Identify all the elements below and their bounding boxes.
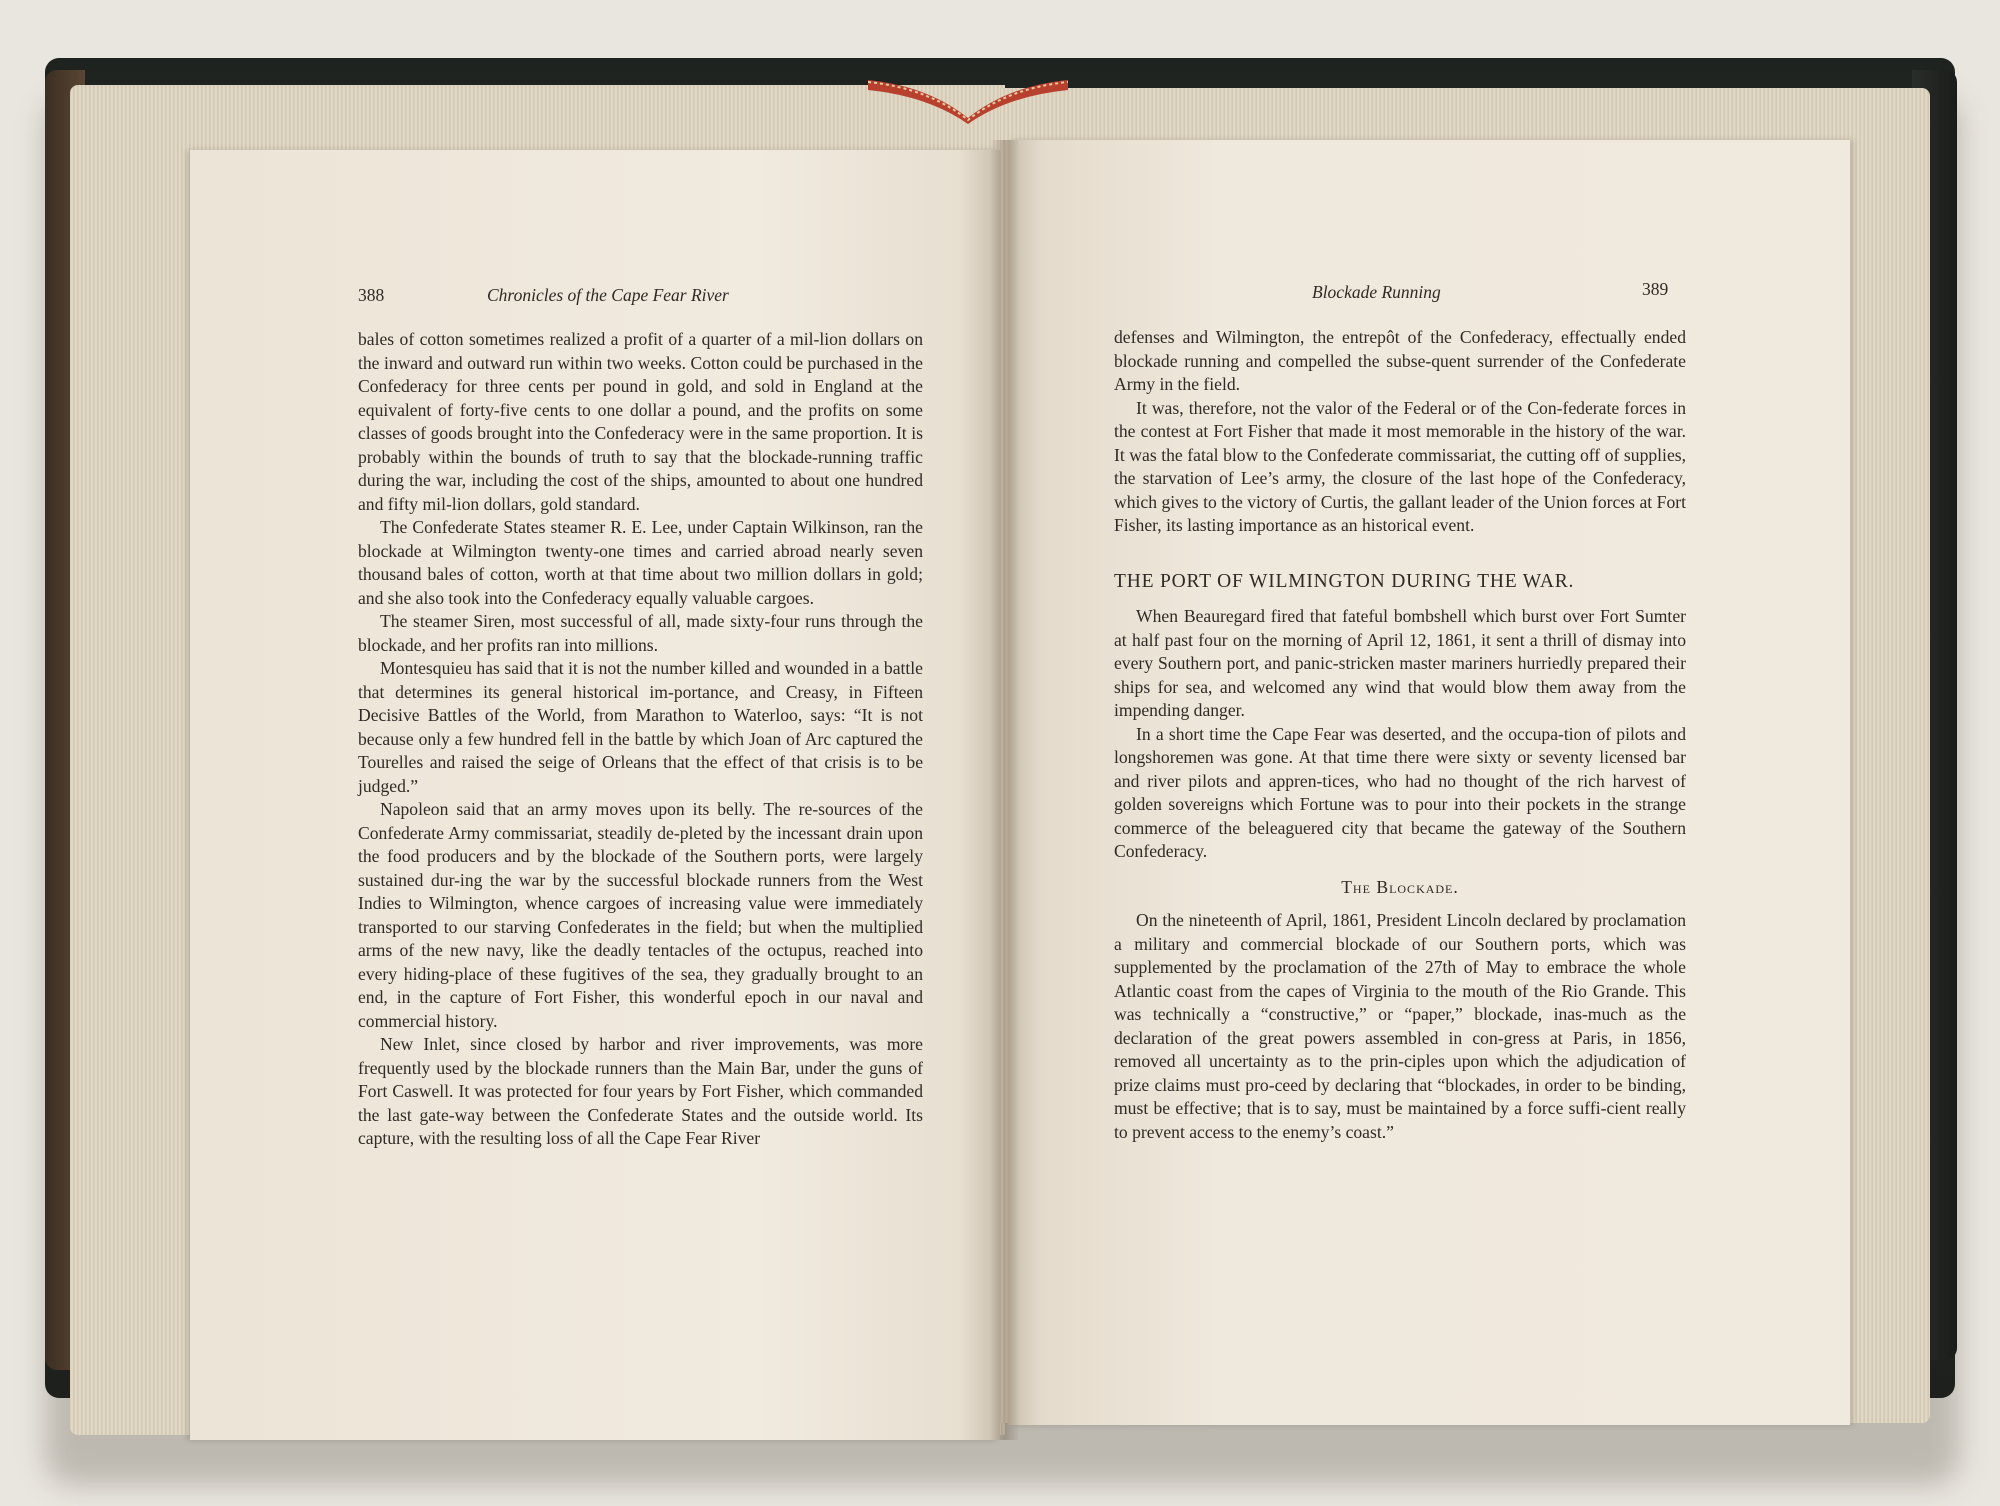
left-paragraph: New Inlet, since closed by harbor and river improvements, was more frequently used by the blockade runners than the Main Bar, under the guns of Fort Caswell. It was protected for four years by Fort Fisher, which commanded the last gate-way between the Confederate States and the outside world. Its capture, with the resulting loss of all the Cape Fear River: [358, 1034, 923, 1148]
left-paragraph: bales of cotton sometimes realized a profit of a quarter of a mil-lion dollars on the inward and outward run within two weeks. Cotton could be purchased in the Confederacy for three cents per pound in gold, and sold in England at the equivalent of forty-five cents to one dollar a pound, and the profits on some classes of goods brought into the Confederacy were in the same proportion. It is probably within the bounds of truth to say that the blockade-running traffic during the war, including the cost of the ships, amounted to about one hundred and fifty mil-lion dollars, gold standard.: [358, 329, 923, 514]
right-running-head: Blockade Running: [1312, 282, 1441, 302]
right-page-number: 389: [1642, 279, 1669, 299]
left-paragraph: The steamer Siren, most successful of all, made sixty-four runs through the blockade, and her profits ran into millions.: [358, 611, 923, 655]
left-paragraph: The Confederate States steamer R. E. Lee, under Captain Wilkinson, ran the blockade at Wilmington twenty-one times and carried abroad nearly seven thousand bales of cotton, worth at that time about two million dollars in gold; and she also took into the Confederacy equally valuable cargoes.: [358, 517, 923, 608]
left-paragraph: Montesquieu has said that it is not the number killed and wounded in a battle that determines its general historical im-portance, and Creasy, in Fifteen Decisive Battles of the World, from Marathon to Waterloo, says: “It is not because only a few hundred fell in the battle by which Joan of Arc captured the Tourelles and raised the seige of Orleans that the effect of that crisis is to be judged.”: [358, 658, 923, 796]
right-paragraph: It was, therefore, not the valor of the Federal or of the Con-federate forces in the contest at Fort Fisher that made it most memorable in the history of the war. It was the fatal blow to the Confederate commissariat, the cutting off of supplies, the starvation of Lee’s army, the closure of the last hope of the Confederacy, which gives to the victory of Curtis, the gallant leader of the Union forces at Fort Fisher, its lasting importance as an historical event.: [1114, 397, 1686, 535]
right-paragraph: When Beauregard fired that fateful bombshell which burst over Fort Sumter at half past four on the morning of April 12, 1861, it sent a thrill of dismay into every Southern port, and panic-stricken master mariners hurriedly prepared their ships for sea, and welcomed any wind that would blow them away from the impending danger.: [1114, 606, 1686, 720]
right-paragraph: defenses and Wilmington, the entrepôt of the Confederacy, effectually ended blockade running and compelled the subse-quent surrender of the Confederate Army in the field.: [1114, 327, 1686, 394]
left-running-head: Chronicles of the Cape Fear River: [487, 285, 729, 305]
left-page-body: [358, 328, 923, 1151]
section-title: THE PORT OF WILMINGTON DURING THE WAR.: [1114, 570, 1575, 592]
headband-bookmark-ribbon: [868, 68, 1068, 124]
right-paragraph: On the nineteenth of April, 1861, President Lincoln declared by proclamation a military and commercial blockade of our Southern ports, which was supplemented by the proclamation of the 27th of May to embrace the whole Atlantic coast from the capes of Virginia to the mouth of the Rio Grande. This was technically a “constructive,” or “paper,” blockade, inas-much as the declaration of the great powers assembled in con-gress at Paris, in 1856, removed all uncertainty as to the prin-ciples upon which the adjudication of prize claims must pro-ceed by declaring that “blockades, in order to be binding, must be effective; that is to say, must be maintained by a force suffi-cient really to prevent access to the enemy’s coast.”: [1114, 910, 1686, 1142]
right-page-body: [1114, 326, 1686, 1144]
book-gutter: [990, 140, 1020, 1440]
left-page-number: 388: [358, 285, 385, 305]
sub-section-title: The Blockade.: [1341, 876, 1459, 897]
right-paragraph: In a short time the Cape Fear was deserted, and the occupa-tion of pilots and longshoremen was gone. At that time there were sixty or seventy licensed bar and river pilots and appren-tices, who had no thought of the rich harvest of golden sovereigns which Fortune was to pour into their pockets in the strange commerce of the beleaguered city that became the gateway of the Southern Confederacy.: [1114, 723, 1686, 861]
left-paragraph: Napoleon said that an army moves upon its belly. The re-sources of the Confederate Army commissariat, steadily de-pleted by the incessant drain upon the food producers and by the blockade of the Southern ports, were largely sustained dur-ing the war by the successful blockade runners from the West Indies to Wilmington, whence cargoes of increasing value were immediately transported to our starving Confederates in the field; but when the multiplied arms of the new navy, like the deadly tentacles of the octupus, reached into every hiding-place of these fugitives of the sea, they gradually brought to an end, in the capture of Fort Fisher, this wonderful epoch in our naval and commercial history.: [358, 799, 923, 1031]
